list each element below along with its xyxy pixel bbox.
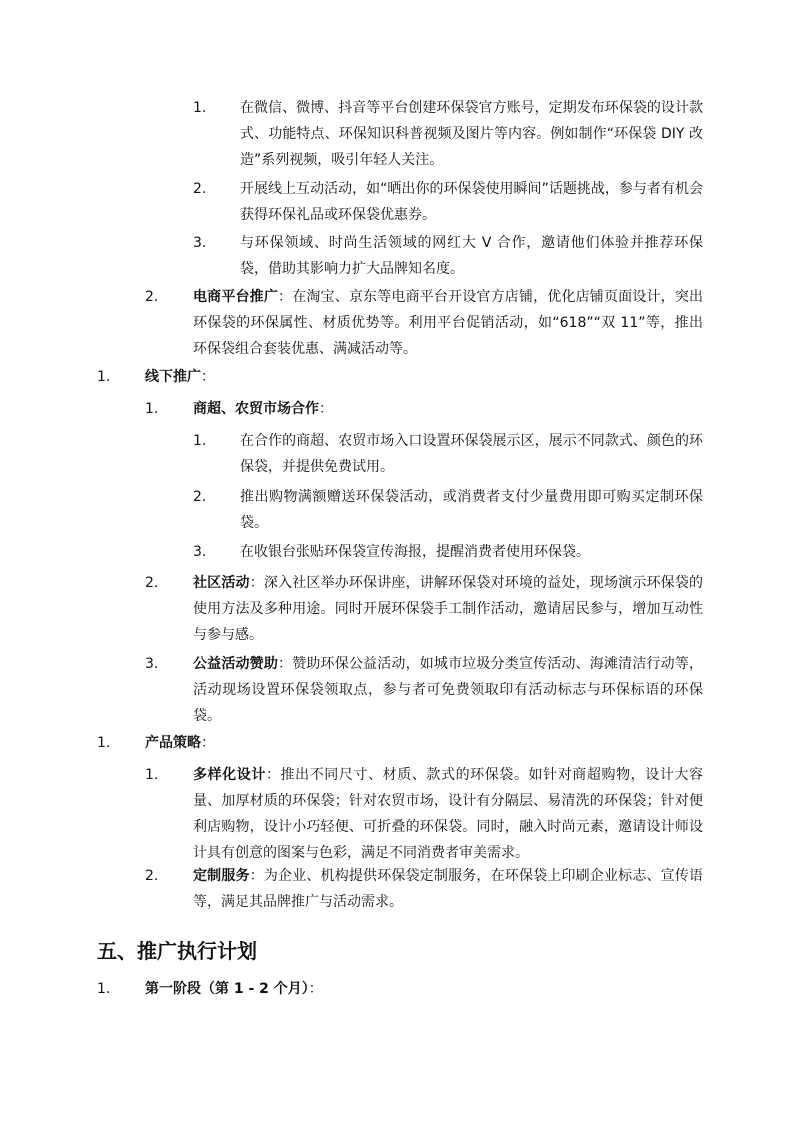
list-number: 1. [193, 100, 207, 116]
list-body: ：在淘宝、京东等电商平台开设官方店铺，优化店铺页面设计，突出环保袋的环保属性、材质优势等。利用平台促销活动，如“618”“双 11”等，推出环保袋组合套装优惠、满减活动等。 [193, 289, 704, 357]
list-item [145, 762, 703, 866]
list-number: 2. [145, 868, 159, 884]
list-item [193, 484, 703, 536]
list-title: 商超、农贸市场合作 [193, 401, 319, 417]
list-text [193, 762, 703, 866]
list-body: ： [308, 981, 323, 997]
list-body: ： [319, 401, 333, 417]
list-title: 定制服务 [193, 868, 250, 884]
list-body: ：推出不同尺寸、材质、款式的环保袋。如针对商超购物，设计大容量、加厚材质的环保袋；针对农贸市场，设计有分隔层、易清洗的环保袋；针对便利店购物，设计小巧轻便、可折叠的环保袋。同时，融入时尚元素，邀请设计师设计具有创意的图案与色彩，满足不同消费者审美需求。 [193, 767, 704, 861]
list-number: 1. [145, 401, 159, 417]
list-text: 在微信、微博、抖音等平台创建环保袋官方账号，定期发布环保袋的设计款式、功能特点、环保知识科普视频及图片等内容。例如制作“环保袋 DIY 改造”系列视频，吸引年轻人关注。 [240, 100, 703, 168]
list-item [145, 570, 703, 648]
list-text [193, 396, 703, 422]
list-item [97, 730, 703, 756]
list-number: 1. [193, 433, 207, 449]
list-title: 电商平台推广 [193, 289, 279, 305]
list-number: 1. [97, 981, 111, 997]
list-number: 3. [145, 656, 159, 672]
list-number: 1. [97, 369, 111, 385]
list-text [193, 863, 703, 915]
list-number: 3. [193, 235, 207, 251]
list-title: 产品策略 [145, 735, 201, 751]
list-body: ： [201, 369, 215, 385]
list-item [97, 976, 703, 1002]
list-number: 2. [145, 289, 159, 305]
list-number: 1. [145, 767, 159, 783]
list-item [193, 176, 703, 228]
list-title: 公益活动赞助 [193, 656, 279, 672]
list-title: 多样化设计 [193, 767, 266, 783]
list-text [145, 730, 703, 756]
list-text: 开展线上互动活动，如“晒出你的环保袋使用瞬间”话题挑战，参与者有机会获得环保礼品或环保袋优惠券。 [240, 181, 703, 223]
list-item [193, 230, 703, 282]
list-title: 线下推广 [145, 369, 201, 385]
list-item [193, 95, 703, 173]
list-body: ：为企业、机构提供环保袋定制服务，在环保袋上印刷企业标志、宣传语等，满足其品牌推广与活动需求。 [193, 868, 703, 910]
list-text [193, 570, 703, 648]
list-text [145, 364, 703, 390]
list-text [193, 651, 703, 729]
list-item [193, 539, 703, 565]
section-heading: 五、推广执行计划 [97, 939, 257, 963]
list-number: 3. [193, 544, 207, 560]
list-text: 与环保领域、时尚生活领域的网红大 V 合作，邀请他们体验并推荐环保袋，借助其影响力扩大品牌知名度。 [240, 235, 703, 277]
list-text: 在收银台张贴环保袋宣传海报，提醒消费者使用环保袋。 [240, 544, 590, 560]
list-text: 推出购物满额赠送环保袋活动，或消费者支付少量费用即可购买定制环保袋。 [240, 489, 703, 531]
list-item [145, 396, 703, 422]
list-number: 1. [97, 735, 111, 751]
list-title: 第一阶段（第 1 - 2 个月） [145, 981, 309, 997]
list-item [145, 651, 703, 729]
list-number: 2. [145, 575, 159, 591]
list-number: 2. [193, 181, 207, 197]
list-item [145, 284, 703, 362]
list-body: ：赞助环保公益活动，如城市垃圾分类宣传活动、海滩清洁行动等，活动现场设置环保袋领取点，参与者可免费领取印有活动标志与环保标语的环保袋。 [193, 656, 704, 724]
list-body: ：深入社区举办环保讲座，讲解环保袋对环境的益处，现场演示环保袋的使用方法及多种用途。同时开展环保袋手工制作活动，邀请居民参与，增加互动性与参与感。 [193, 575, 703, 643]
list-text [145, 976, 703, 1002]
list-item [97, 364, 703, 390]
list-body: ： [201, 735, 215, 751]
list-item [145, 863, 703, 915]
list-title: 社区活动 [193, 575, 250, 591]
list-text [193, 284, 703, 362]
list-number: 2. [193, 489, 207, 505]
list-item [193, 428, 703, 480]
list-text: 在合作的商超、农贸市场入口设置环保袋展示区，展示不同款式、颜色的环保袋，并提供免费试用。 [240, 433, 703, 475]
